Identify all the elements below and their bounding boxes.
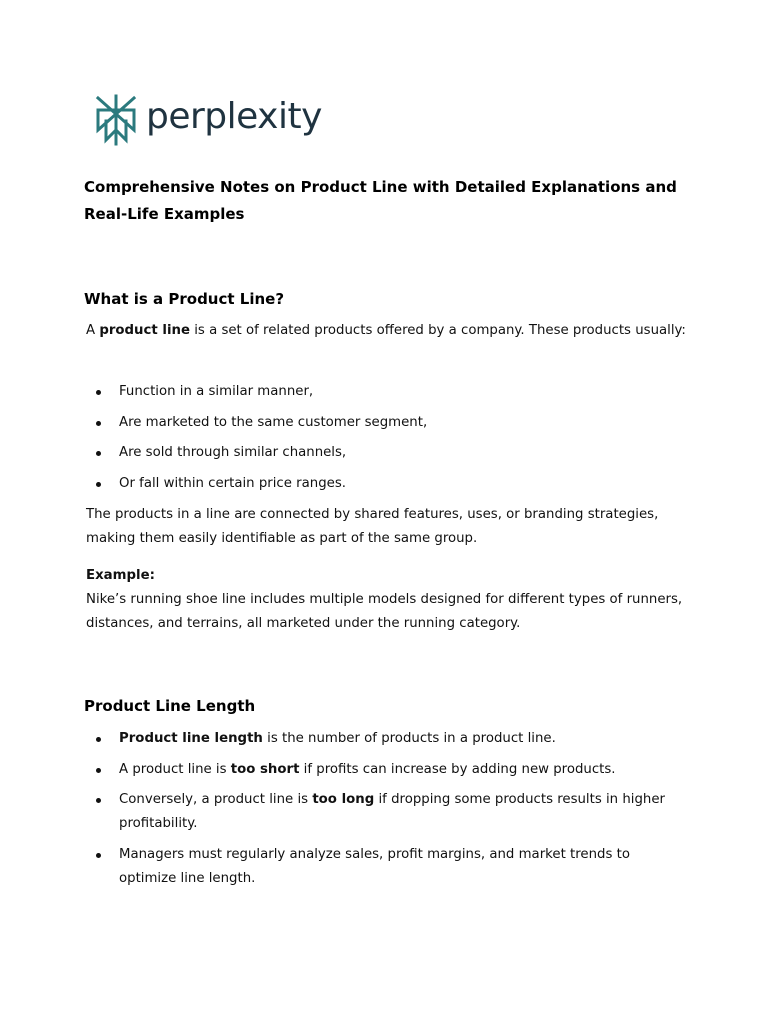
list-item: Managers must regularly analyze sales, profit margins, and market trends to optimize line length.: [86, 843, 686, 891]
document-title: Comprehensive Notes on Product Line with Detailed Explanations and Real-Life Examples: [84, 178, 677, 223]
section-heading-product-line-length: Product Line Length: [84, 697, 256, 715]
example-paragraph: Nike’s running shoe line includes multiple models designed for different types of runners, distances, and terrains, all marketed under the running category.: [86, 592, 683, 631]
section-heading-what-is-product-line: What is a Product Line?: [84, 290, 285, 308]
bullet-icon: [96, 798, 101, 803]
perplexity-logo: [94, 94, 322, 146]
bullet-icon: [96, 390, 101, 395]
list-item: Function in a similar manner,: [86, 380, 686, 404]
perplexity-wordmark: perplexity: [146, 96, 322, 137]
product-line-traits-list: [86, 380, 686, 496]
bullet-icon: [96, 451, 101, 456]
product-line-connection-paragraph: The products in a line are connected by shared features, uses, or branding strategies, making them easily identifiable as part of the same group.: [86, 507, 659, 546]
bullet-icon: [96, 768, 101, 773]
list-item: Or fall within certain price ranges.: [86, 472, 686, 496]
list-item: Product line length is the number of products in a product line.: [86, 727, 686, 751]
bullet-icon: [96, 737, 101, 742]
list-item: Conversely, a product line is too long if dropping some products results in higher profitability.: [86, 788, 686, 836]
product-line-length-list: [86, 727, 686, 891]
example-label: Example:: [86, 568, 155, 583]
term-product-line: product line: [99, 323, 190, 338]
perplexity-logo-icon: [94, 94, 138, 146]
bullet-icon: [96, 421, 101, 426]
list-item: Are marketed to the same customer segment,: [86, 411, 686, 435]
list-item: Are sold through similar channels,: [86, 441, 686, 465]
bullet-icon: [96, 482, 101, 487]
list-item: A product line is too short if profits can increase by adding new products.: [86, 758, 686, 782]
bullet-icon: [96, 853, 101, 858]
product-line-definition: A product line is a set of related products offered by a company. These products usually:: [86, 323, 686, 338]
